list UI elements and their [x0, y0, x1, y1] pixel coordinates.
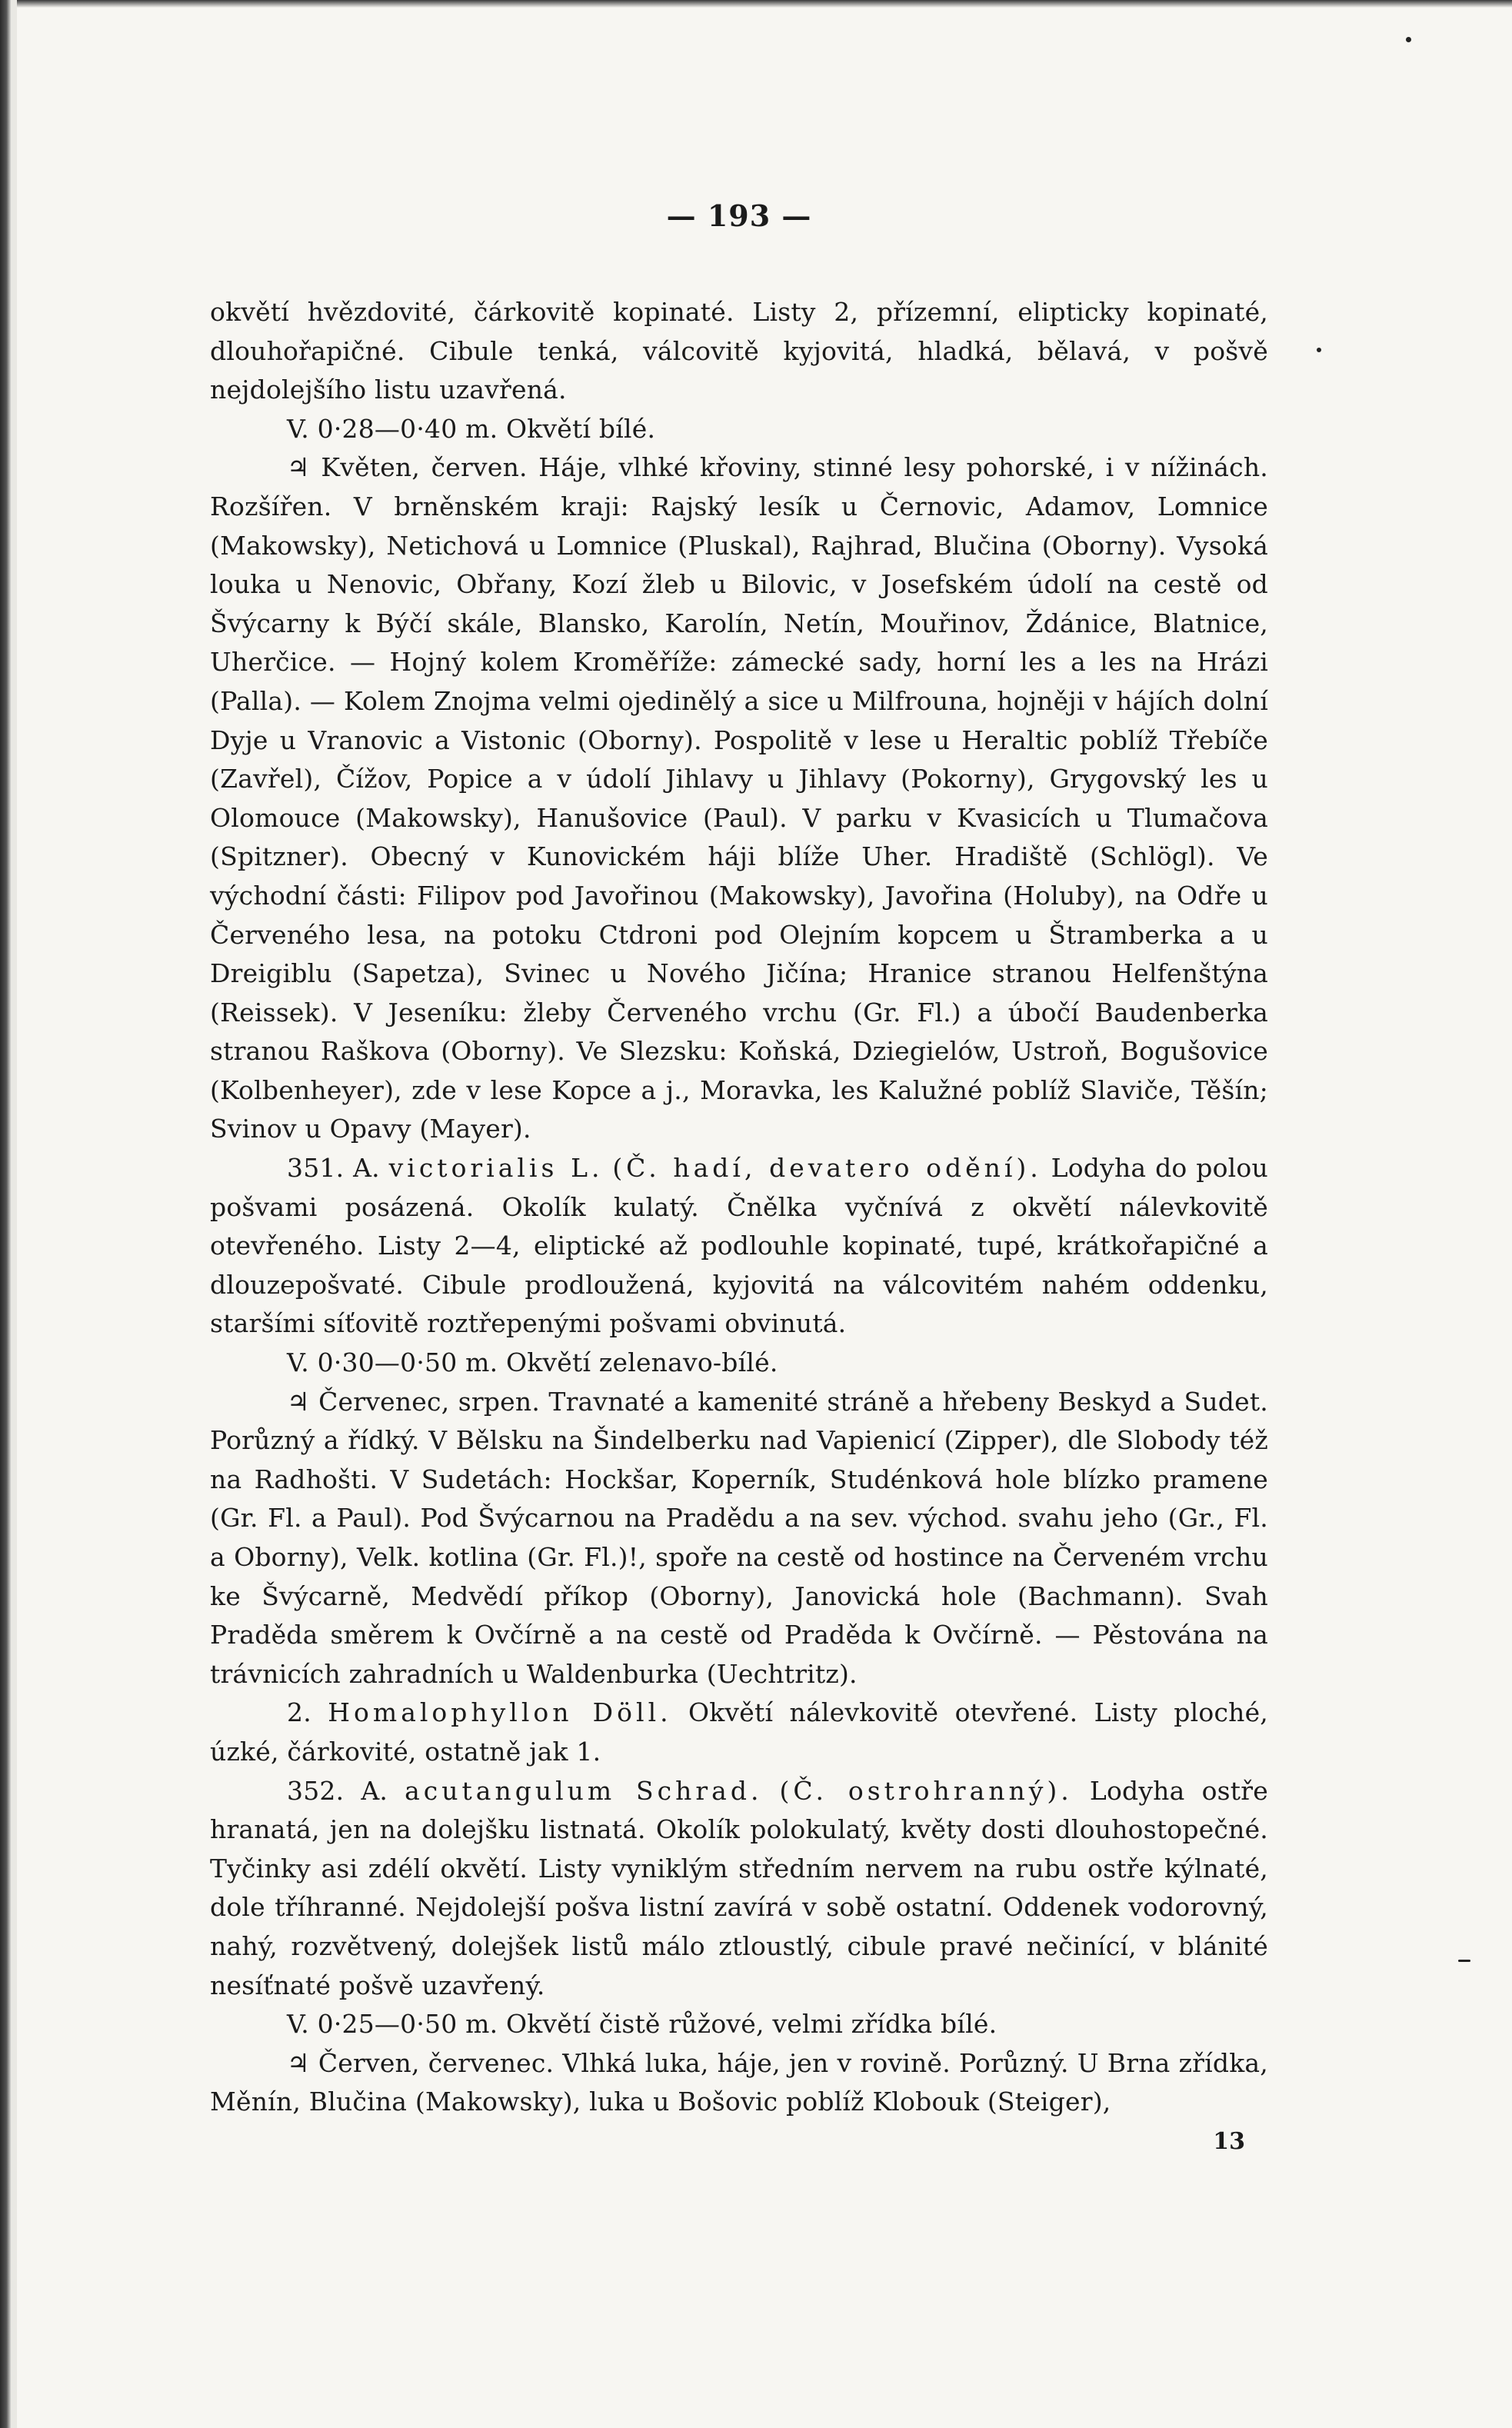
- species-352-size: V. 0·25—0·50 m. Okvětí čistě růžové, velmi zřídka bílé.: [287, 2009, 997, 2040]
- paragraph-perigone-continued: okvětí hvězdovité, čárkovitě kopinaté. Listy 2, přízemní, elipticky kopinaté, dlouhořapičné. Cibule tenká, válcovitě kyjovitá, hladká, bělavá, v pošvě nejdolejšího listu uzavřená.: [210, 297, 1268, 405]
- species-351-habitat: ♃ Červenec, srpen. Travnaté a kamenité stráně a hřebeny Beskyd a Sudet. Porůzný a řídký. V Bělsku na Šindelberku nad Vapienicí (Zipper), dle Slobody též na Radhošti. V Sudetách: Hockšar, Koperník, Studénková hole blízko pramene (Gr. Fl. a Paul). Pod Švýcarnou na Pradědu a na sev. východ. svahu jeho (Gr., Fl. a Oborny), Velk. kotlina (Gr. Fl.)!, spoře na cestě od hostince na Červeném vrchu ke Švýcarně, Medvědí příkop (Oborny), Janovická hole (Bachmann). Svah Praděda směrem k Ovčírně a na cestě od Praděda k Ovčírně. — Pěstována na trávnicích zahradních u Waldenburka (Uechtritz).: [210, 1386, 1268, 1689]
- paragraph-size-350: V. 0·28—0·40 m. Okvětí bílé.: [287, 413, 656, 444]
- species-351-latin-name: victorialis L.: [388, 1153, 604, 1184]
- species-351-number: 351. A.: [287, 1153, 380, 1184]
- sheet-signature: 13: [1213, 2127, 1245, 2155]
- species-352-czech-name: (Č. ostrohranný).: [779, 1775, 1073, 1806]
- species-351-czech-name: (Č. hadí, devatero odění).: [612, 1153, 1042, 1184]
- paragraph-habitat-350: ♃ Květen, červen. Háje, vlhké křoviny, stinné lesy pohorské, i v nížinách. Rozšířen. V brněnském kraji: Rajský lesík u Černovic, Adamov, Lomnice (Makowsky), Netichová u Lomnice (Pluskal), Rajhrad, Blučina (Oborny). Vysoká louka u Nenovic, Obřany, Kozí žleb u Bilovic, v Josefském údolí na cestě od Švýcarny k Býčí skále, Blansko, Karolín, Netín, Mouřinov, Ždánice, Blatnice, Uherčice. — Hojný kolem Kroměříže: zámecké sady, horní les a les na Hrázi (Palla). — Kolem Znojma velmi ojedinělý a sice u Milfrouna, hojněji v hájích dolní Dyje u Vranovic a Vistonic (Oborny). Pospolitě v lese u Heraltic poblíž Třebíče (Zavřel), Čížov, Popice a v údolí Jihlavy u Jihlavy (Pokorny), Grygovský les u Olomouce (Makowsky), Hanušovice (Paul). V parku v Kvasicích u Tlumačova (Spitzner). Obecný v Kunovickém háji blíže Uher. Hradiště (Schlögl). Ve východní části: Filipov pod Javořinou (Makowsky), Javořina (Holuby), na Odře u Červeného lesa, na potoku Ctdroni pod Olejním kopcem u Štramberka a u Dreigiblu (Sapetza), Svinec u Nového Jičína; Hranice stranou Helfenštýna (Reissek). V Jeseníku: žleby Červeného vrchu (Gr. Fl.) a úbočí Baudenberka stranou Raškova (Oborny). Ve Slezsku: Koňská, Dziegielów, Ustroň, Bogušovice (Kolbenheyer), zde v lese Kopce a j., Moravka, les Kalužné poblíž Slaviče, Těšín; Svinov u Opavy (Mayer).: [210, 452, 1268, 1144]
- scan-shadow-top: [0, 0, 1512, 8]
- section-2-number: 2.: [287, 1697, 311, 1728]
- scan-speck: [1458, 1960, 1470, 1962]
- species-352-latin-name: acutangulum Schrad.: [405, 1775, 763, 1806]
- species-352-number: 352. A.: [287, 1775, 388, 1806]
- species-352-entry: [210, 1772, 1268, 2006]
- section-2-description: Okvětí nálevkovitě otevřené. Listy ploché, úzké, čárkovité, ostatně jak 1.: [210, 1697, 1268, 1767]
- section-2-entry: [210, 1694, 1268, 1771]
- scan-shadow-left: [0, 0, 11, 2428]
- species-351-description: Lodyha do polou pošvami posázená. Okolík kulatý. Čnělka vyčnívá z okvětí nálevkovitě otevřeného. Listy 2—4, eliptické až podlouhle kopinaté, tupé, krátkořapičné a dlouzepošvaté. Cibule prodloužená, kyjovitá na válcovitém nahém oddenku, staršími síťovitě roztřepenými pošvami obvinutá.: [210, 1153, 1268, 1339]
- scan-margin-left: [11, 0, 17, 2428]
- book-page: [210, 198, 1268, 2155]
- scan-speck: [1317, 348, 1321, 352]
- species-352-description: Lodyha ostře hranatá, jen na dolejšku listnatá. Okolík polokulatý, květy dosti dlouhostopečné. Tyčinky asi zdélí okvětí. Listy vyniklým středním nervem na rubu ostře kýlnaté, dole tříhranné. Nejdolejší pošva listní zavírá v sobě ostatní. Oddenek vodorovný, nahý, rozvětvený, dolejšek listů málo ztloustlý, cibule pravé nečinící, v blánité nesíťnaté pošvě uzavřený.: [210, 1775, 1268, 2000]
- section-2-latin-name: Homalophyllon Döll.: [328, 1697, 672, 1728]
- species-352-habitat: ♃ Červen, červenec. Vlhká luka, háje, jen v rovině. Porůzný. U Brna zřídka, Měnín, Blučina (Makowsky), luka u Bošovic poblíž Klobouk (Steiger),: [210, 2047, 1268, 2117]
- page-number: — 193 —: [666, 198, 812, 233]
- scan-speck: [1406, 37, 1411, 42]
- species-351-entry: [210, 1149, 1268, 1344]
- species-351-size: V. 0·30—0·50 m. Okvětí zelenavo-bílé.: [287, 1347, 778, 1378]
